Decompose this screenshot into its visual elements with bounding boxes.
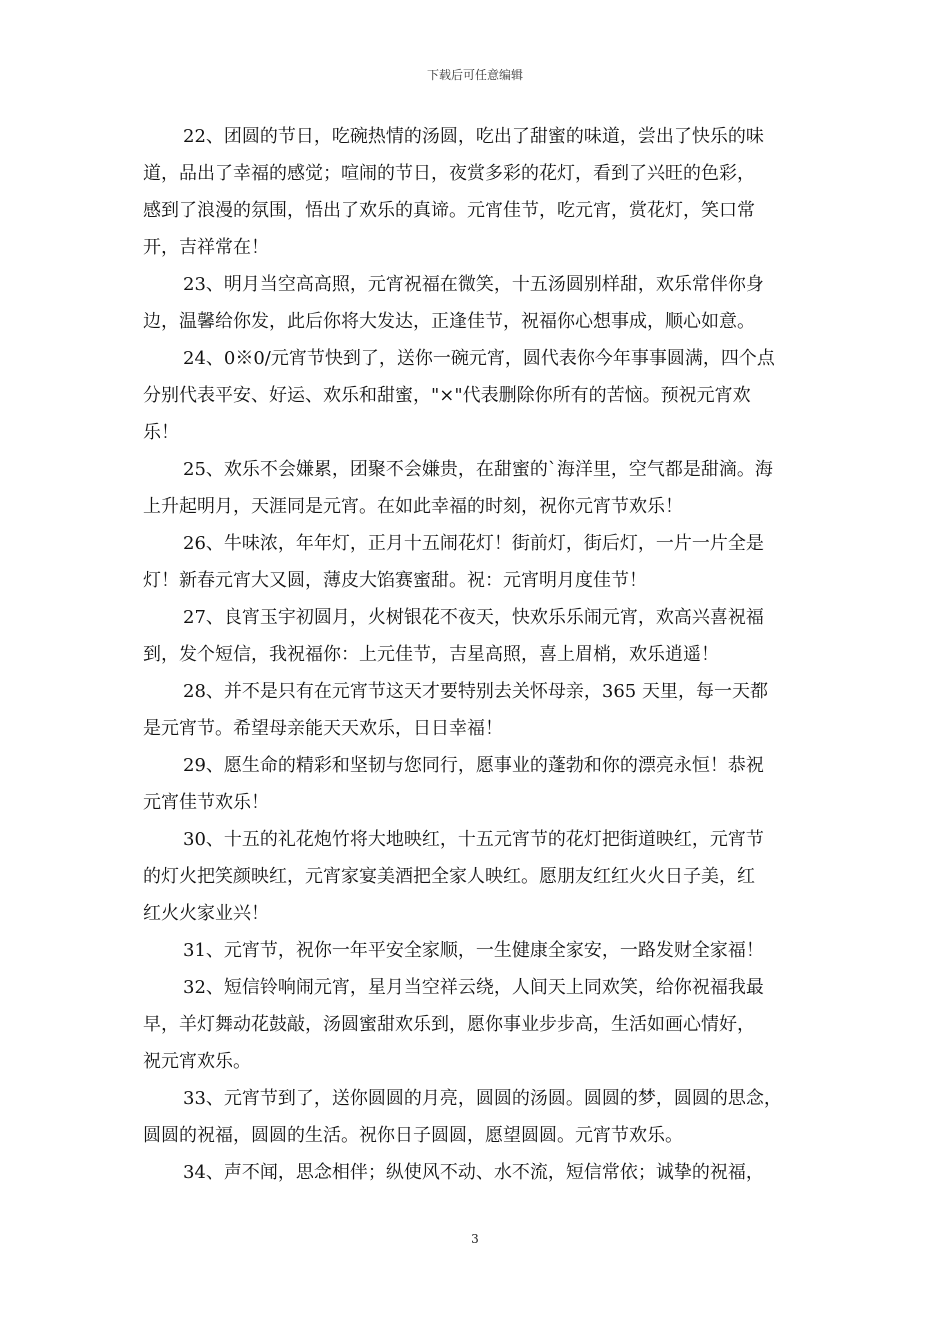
text-line: 圆圆的祝福，圆圆的生活。祝你日子圆圆，愿望圆圆。元宵节欢乐。 <box>143 1125 683 1146</box>
paragraph <box>143 340 808 451</box>
text-line: 32、短信铃响闹元宵，星月当空祥云绕，人间天上同欢笑，给你祝福我最 <box>183 977 764 998</box>
text-line: 上升起明月，天涯同是元宵。在如此幸福的时刻，祝你元宵节欢乐！ <box>143 496 683 517</box>
text-line: 24、0※0/元宵节快到了，送你一碗元宵，圆代表你今年事事圆满，四个点 <box>183 348 775 369</box>
paragraph <box>143 525 808 599</box>
text-line: 分别代表平安、好运、欢乐和甜蜜，"×"代表删除你所有的苦恼。预祝元宵欢 <box>143 385 751 406</box>
text-line: 28、并不是只有在元宵节这天才要特别去关怀母亲，365 天里，每一天都 <box>183 681 768 702</box>
text-line: 的灯火把笑颜映红，元宵家宴美酒把全家人映红。愿朋友红红火火日子美，红 <box>143 866 755 887</box>
text-line: 开，吉祥常在！ <box>143 237 269 258</box>
paragraph <box>143 1154 808 1191</box>
paragraph <box>143 266 808 340</box>
paragraph <box>143 747 808 821</box>
text-line: 25、欢乐不会嫌累，团聚不会嫌贵，在甜蜜的`海洋里，空气都是甜滴。海 <box>183 459 773 480</box>
text-line: 22、团圆的节日，吃碗热情的汤圆，吃出了甜蜜的味道，尝出了快乐的味 <box>183 126 764 147</box>
text-line: 元宵佳节欢乐！ <box>143 792 269 813</box>
paragraph <box>143 969 808 1080</box>
paragraph <box>143 118 808 266</box>
text-line: 灯！新春元宵大又圆，薄皮大馅赛蜜甜。祝：元宵明月度佳节！ <box>143 570 647 591</box>
text-line: 边，温馨给你发，此后你将大发达，正逢佳节，祝福你心想事成，顺心如意。 <box>143 311 755 332</box>
paragraph <box>143 932 808 969</box>
text-line: 早，羊灯舞动花鼓敲，汤圆蜜甜欢乐到，愿你事业步步高，生活如画心情好， <box>143 1014 755 1035</box>
text-line: 到，发个短信，我祝福你：上元佳节，吉星高照，喜上眉梢，欢乐逍遥！ <box>143 644 719 665</box>
page-number: 3 <box>471 1232 479 1246</box>
text-line: 道，品出了幸福的感觉；喧闹的节日，夜赏多彩的花灯，看到了兴旺的色彩， <box>143 163 755 184</box>
text-line: 26、牛味浓，年年灯，正月十五闹花灯！街前灯，街后灯，一片一片全是 <box>183 533 764 554</box>
text-line: 33、元宵节到了，送你圆圆的月亮，圆圆的汤圆。圆圆的梦，圆圆的思念， <box>183 1088 782 1109</box>
text-line: 感到了浪漫的氛围，悟出了欢乐的真谛。元宵佳节，吃元宵，赏花灯，笑口常 <box>143 200 755 221</box>
document-body <box>143 118 808 1191</box>
paragraph <box>143 673 808 747</box>
text-line: 红火火家业兴！ <box>143 903 269 924</box>
text-line: 23、明月当空高高照，元宵祝福在微笑，十五汤圆别样甜，欢乐常伴你身 <box>183 274 764 295</box>
paragraph <box>143 1080 808 1154</box>
text-line: 34、声不闻，思念相伴；纵使风不动、水不流，短信常依；诚挚的祝福， <box>183 1162 764 1183</box>
text-line: 祝元宵欢乐。 <box>143 1051 251 1072</box>
text-line: 29、愿生命的精彩和坚韧与您同行，愿事业的蓬勃和你的漂亮永恒！恭祝 <box>183 755 764 776</box>
text-line: 乐！ <box>143 422 179 443</box>
paragraph <box>143 451 808 525</box>
paragraph <box>143 599 808 673</box>
page-header: 下载后可任意编辑 <box>426 68 523 82</box>
text-line: 是元宵节。希望母亲能天天欢乐，日日幸福！ <box>143 718 503 739</box>
text-line: 27、良宵玉宇初圆月，火树银花不夜天，快欢乐乐闹元宵，欢高兴喜祝福 <box>183 607 764 628</box>
text-line: 31、元宵节，祝你一年平安全家顺，一生健康全家安，一路发财全家福！ <box>183 940 764 961</box>
text-line: 30、十五的礼花炮竹将大地映红，十五元宵节的花灯把街道映红，元宵节 <box>183 829 764 850</box>
paragraph <box>143 821 808 932</box>
